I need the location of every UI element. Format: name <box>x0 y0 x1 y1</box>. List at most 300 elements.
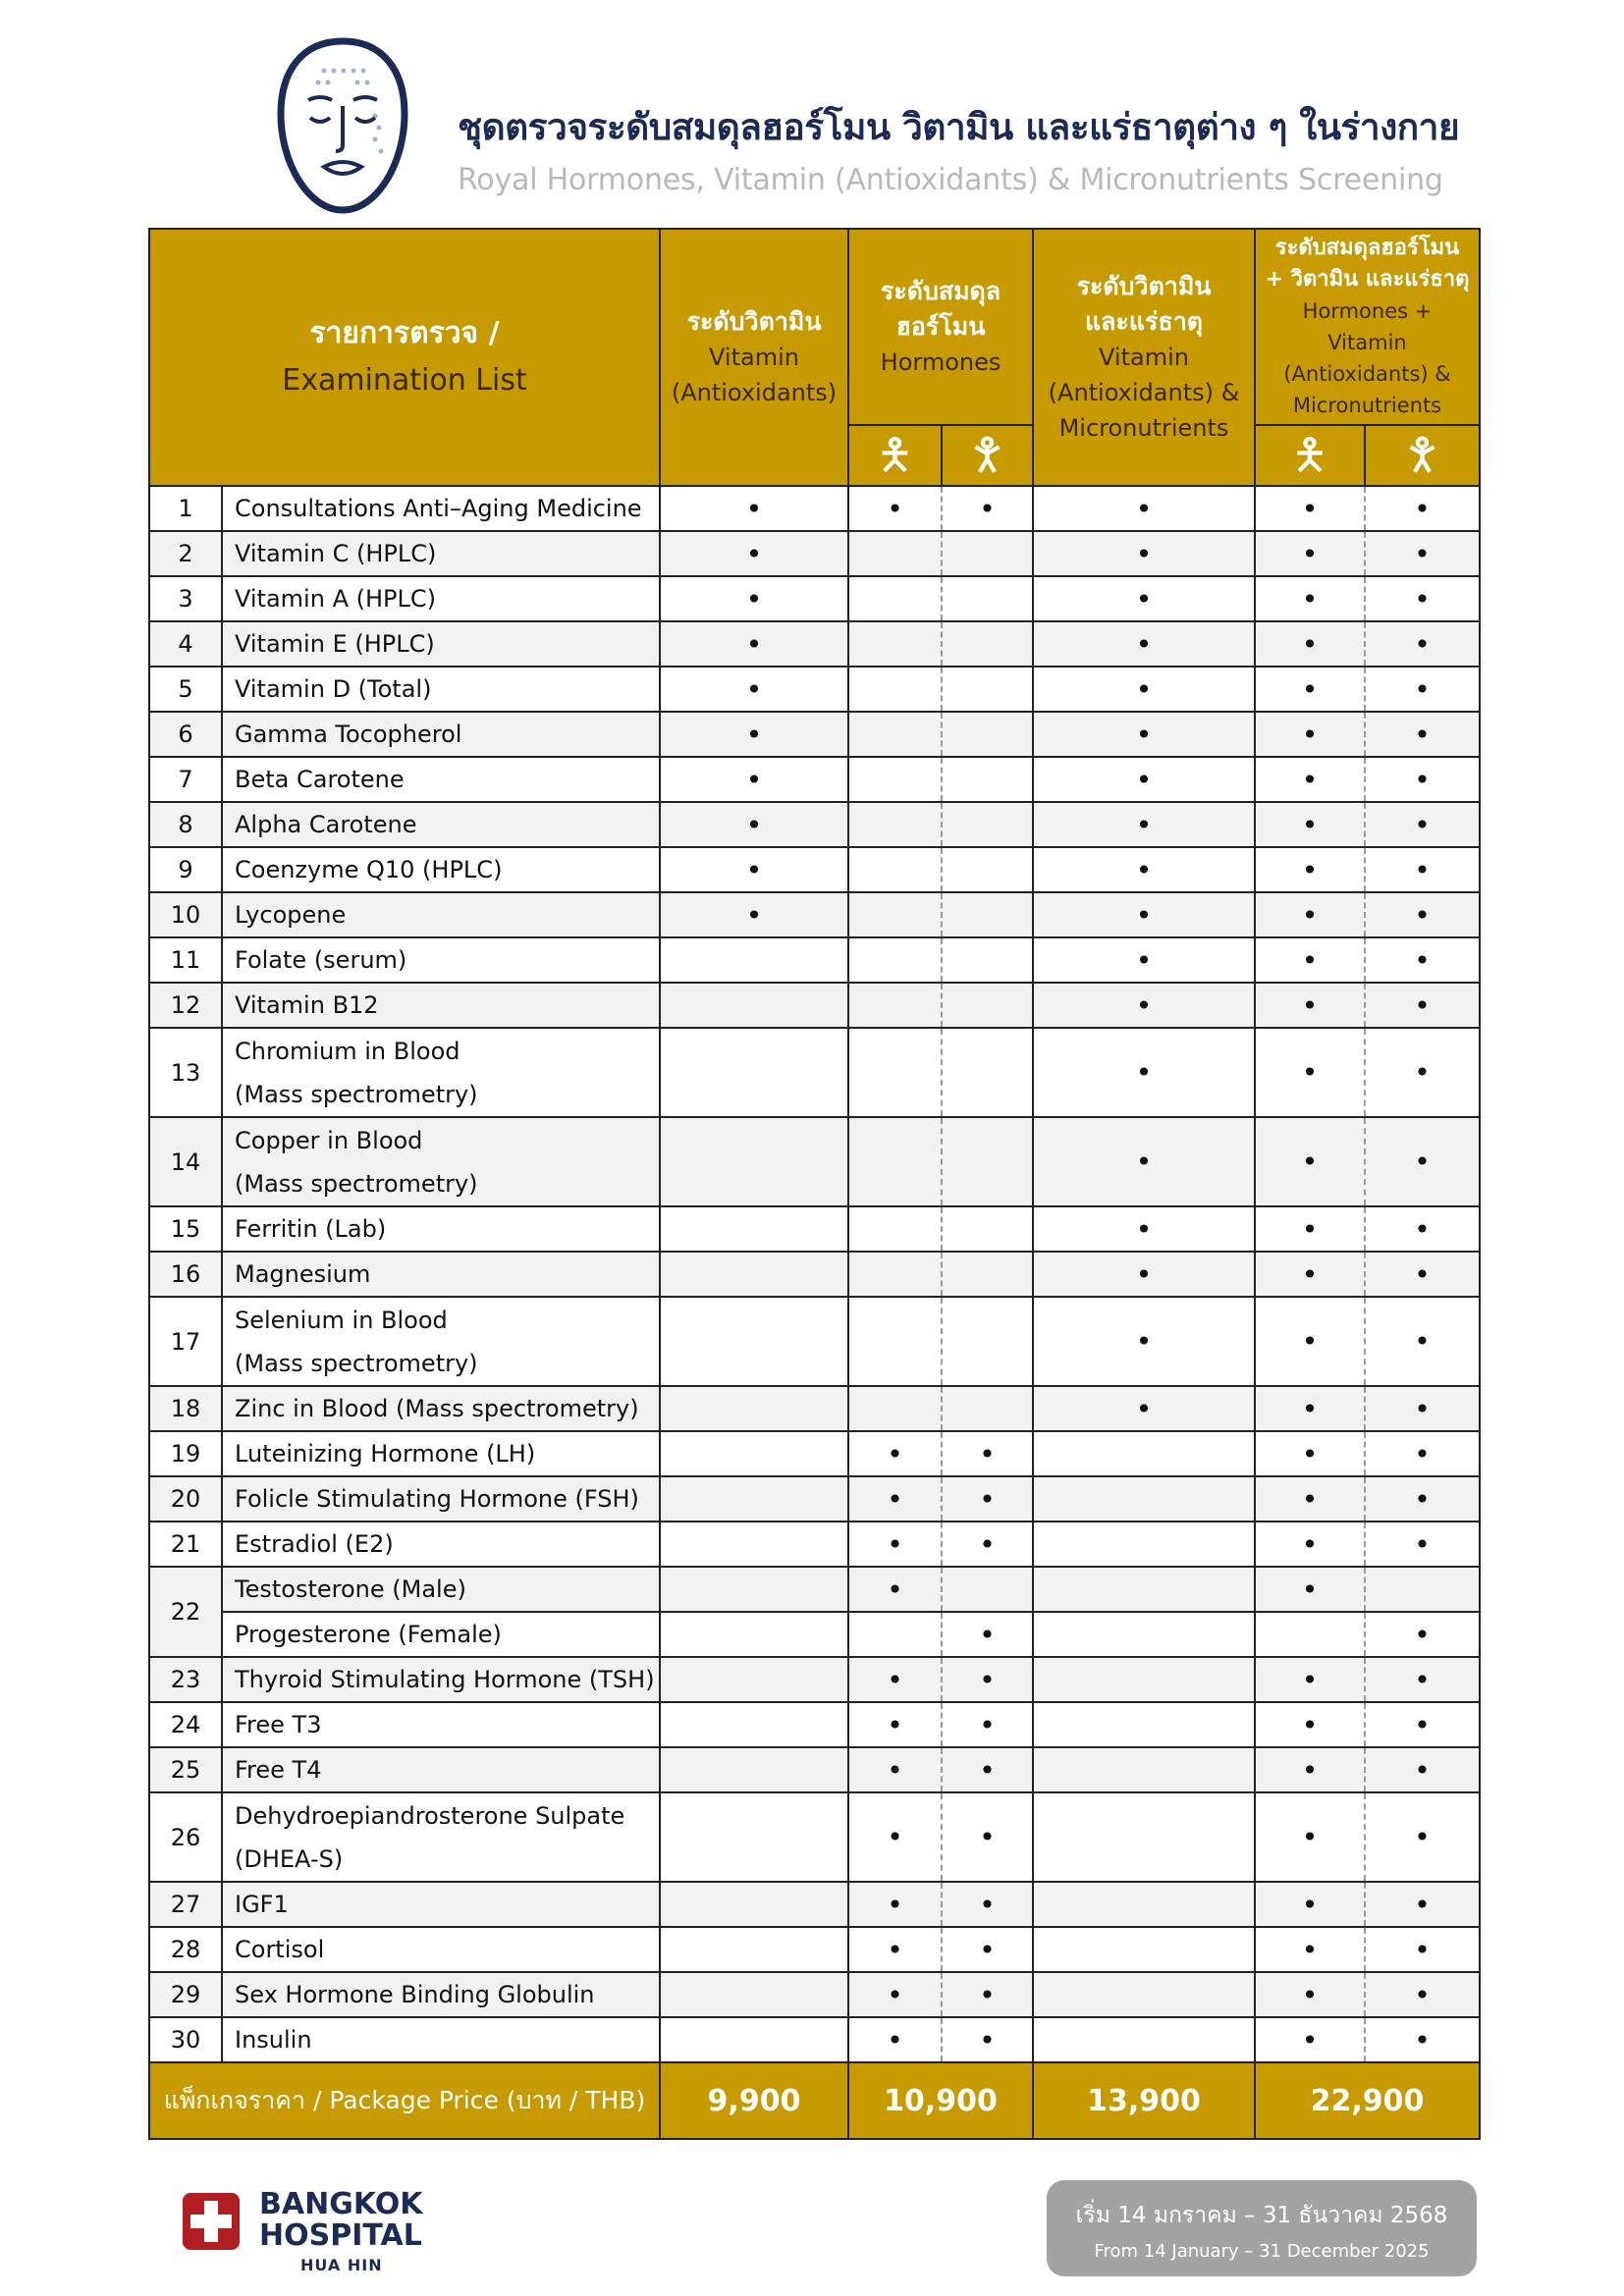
row-number: 20 <box>149 1476 222 1522</box>
exam-name <box>222 847 660 892</box>
exam-name-line2: (Mass spectrometry) <box>235 1349 478 1377</box>
table-row <box>149 667 1480 712</box>
exam-name <box>222 1252 660 1297</box>
mark-vitmin <box>1033 1476 1255 1522</box>
hormones-package-header <box>848 229 1033 425</box>
combined-header-en2: Vitamin <box>1327 331 1407 354</box>
mark-hormones-female <box>942 1252 1033 1297</box>
mark-combined-female <box>1365 1567 1480 1612</box>
female-column-header-combined <box>1365 425 1480 486</box>
examination-list-header-thai: รายการตรวจ / <box>309 316 500 350</box>
combined-header-en1: Hormones + <box>1302 299 1433 323</box>
mark-combined-male: • <box>1255 1972 1365 2017</box>
mark-combined-female: • <box>1365 937 1480 983</box>
vitmin-header-en2: (Antioxidants) & <box>1048 379 1240 406</box>
mark-vitamin: • <box>660 757 848 802</box>
examination-table <box>148 228 1481 2140</box>
table-row <box>149 1297 1480 1386</box>
mark-hormones-male <box>848 1386 942 1431</box>
row-number: 26 <box>149 1792 222 1882</box>
row-number: 24 <box>149 1702 222 1747</box>
mark-vitamin: • <box>660 802 848 847</box>
mark-vitmin: • <box>1033 667 1255 712</box>
mark-vitmin: • <box>1033 1206 1255 1252</box>
mark-combined-female: • <box>1365 576 1480 621</box>
mark-combined-male: • <box>1255 757 1365 802</box>
examination-list-header-english: Examination List <box>282 363 527 398</box>
row-number: 6 <box>149 712 222 757</box>
mark-combined-female: • <box>1365 802 1480 847</box>
mark-hormones-male <box>848 1297 942 1386</box>
mark-combined-female: • <box>1365 486 1480 531</box>
row-number: 14 <box>149 1117 222 1206</box>
row-number: 21 <box>149 1522 222 1567</box>
combined-header-en3: (Antioxidants) & <box>1283 362 1451 386</box>
mark-combined-male: • <box>1255 1386 1365 1431</box>
mark-vitmin <box>1033 1882 1255 1927</box>
exam-name <box>222 1028 660 1117</box>
mark-vitamin: • <box>660 892 848 937</box>
mark-vitamin <box>660 1117 848 1206</box>
exam-name <box>222 1476 660 1522</box>
mark-combined-female: • <box>1365 1028 1480 1117</box>
exam-name-line2: (DHEA-S) <box>235 1844 344 1873</box>
exam-name <box>222 531 660 576</box>
row-number: 18 <box>149 1386 222 1431</box>
mark-vitmin: • <box>1033 576 1255 621</box>
mark-hormones-male: • <box>848 1882 942 1927</box>
table-row <box>149 892 1480 937</box>
exam-name-line1: Thyroid Stimulating Hormone (TSH) <box>235 1666 655 1693</box>
mark-hormones-male: • <box>848 1792 942 1882</box>
exam-name-line1: Vitamin A (HPLC) <box>235 585 436 613</box>
mark-vitmin <box>1033 1612 1255 1657</box>
row-number: 7 <box>149 757 222 802</box>
vitmin-header-thai1: ระดับวิตามิน <box>1076 272 1212 300</box>
mark-hormones-female: • <box>942 1657 1033 1702</box>
mark-vitmin <box>1033 1702 1255 1747</box>
mark-hormones-male <box>848 757 942 802</box>
vitamin-micronutrients-package-header <box>1033 229 1255 486</box>
table-row <box>149 1792 1480 1882</box>
mark-combined-male: • <box>1255 667 1365 712</box>
mark-hormones-female <box>942 531 1033 576</box>
mark-vitamin <box>660 1882 848 1927</box>
mark-vitamin <box>660 983 848 1028</box>
exam-name-line1: Free T4 <box>235 1756 322 1784</box>
exam-name <box>222 757 660 802</box>
mark-vitamin <box>660 1297 848 1386</box>
row-number: 9 <box>149 847 222 892</box>
mark-hormones-female <box>942 1028 1033 1117</box>
mark-hormones-female <box>942 757 1033 802</box>
exam-name: Progesterone (Female) <box>222 1612 660 1657</box>
mark-vitmin: • <box>1033 486 1255 531</box>
exam-name <box>222 1882 660 1927</box>
row-number: 10 <box>149 892 222 937</box>
exam-name-line1: IGF1 <box>235 1891 289 1918</box>
row-number: 11 <box>149 937 222 983</box>
combined-header-thai2: + วิตามิน และแร่ธาตุ <box>1265 267 1470 292</box>
exam-name <box>222 1792 660 1882</box>
mark-combined-male: • <box>1255 1252 1365 1297</box>
mark-hormones-male: • <box>848 1522 942 1567</box>
exam-name <box>222 892 660 937</box>
mark-hormones-male: • <box>848 1747 942 1792</box>
table-row <box>149 983 1480 1028</box>
mark-hormones-female <box>942 667 1033 712</box>
mark-combined-female: • <box>1365 2017 1480 2062</box>
mark-hormones-male <box>848 621 942 667</box>
mark-hormones-female <box>942 621 1033 667</box>
mark-vitamin <box>660 1028 848 1117</box>
mark-hormones-male <box>848 1206 942 1252</box>
mark-combined-female: • <box>1365 1927 1480 1972</box>
bangkok-hospital-logo <box>183 2189 477 2277</box>
row-number: 29 <box>149 1972 222 2017</box>
table-row <box>149 531 1480 576</box>
mark-vitmin: • <box>1033 1297 1255 1386</box>
mark-vitamin <box>660 2017 848 2062</box>
exam-name <box>222 486 660 531</box>
mark-combined-female: • <box>1365 1522 1480 1567</box>
table-row <box>149 757 1480 802</box>
table-row <box>149 1386 1480 1431</box>
mark-combined-male: • <box>1255 1297 1365 1386</box>
exam-name-line1: Chromium in Blood <box>235 1037 460 1065</box>
mark-hormones-female <box>942 1297 1033 1386</box>
mark-vitmin: • <box>1033 847 1255 892</box>
exam-name-line1: Cortisol <box>235 1936 325 1963</box>
exam-name-line1: Selenium in Blood <box>235 1306 448 1334</box>
mark-combined-female: • <box>1365 1297 1480 1386</box>
row-number: 12 <box>149 983 222 1028</box>
exam-name-line1: Alpha Carotene <box>235 811 417 838</box>
mark-hormones-female <box>942 712 1033 757</box>
female-person-icon: 🯆 <box>968 430 1006 480</box>
exam-name-line1: Vitamin D (Total) <box>235 675 432 703</box>
combined-header-en4: Micronutrients <box>1292 394 1442 417</box>
mark-vitamin <box>660 1386 848 1431</box>
exam-name <box>222 983 660 1028</box>
mark-hormones-female: • <box>942 1927 1033 1972</box>
exam-name <box>222 1117 660 1206</box>
mark-hormones-female <box>942 983 1033 1028</box>
mark-hormones-male <box>848 983 942 1028</box>
mark-hormones-male: • <box>848 1431 942 1476</box>
mark-hormones-male: • <box>848 1927 942 1972</box>
combined-header-thai1: ระดับสมดุลฮอร์โมน <box>1274 236 1460 260</box>
exam-name-line1: Folicle Stimulating Hormone (FSH) <box>235 1485 639 1513</box>
mark-hormones-female: • <box>942 1702 1033 1747</box>
exam-name-line1: Luteinizing Hormone (LH) <box>235 1440 536 1468</box>
mark-combined-female: • <box>1365 983 1480 1028</box>
mark-hormones-male <box>848 1117 942 1206</box>
mark-combined-female: • <box>1365 667 1480 712</box>
mark-vitmin <box>1033 1972 1255 2017</box>
exam-name-line1: Ferritin (Lab) <box>235 1215 387 1243</box>
validity-date-thai: เริ่ม 14 มกราคม – 31 ธันวาคม 2568 <box>1075 2203 1448 2228</box>
mark-vitmin <box>1033 1747 1255 1792</box>
logo-name <box>259 2189 422 2252</box>
male-column-header <box>848 425 942 486</box>
exam-name <box>222 1747 660 1792</box>
mark-vitmin <box>1033 1657 1255 1702</box>
mark-hormones-male: • <box>848 2017 942 2062</box>
mark-vitmin: • <box>1033 892 1255 937</box>
mark-vitmin <box>1033 1927 1255 1972</box>
exam-name-line1: Coenzyme Q10 (HPLC) <box>235 856 503 883</box>
mark-vitamin <box>660 1252 848 1297</box>
male-column-header-combined <box>1255 425 1365 486</box>
table-row <box>149 1252 1480 1297</box>
mark-hormones-female <box>942 1206 1033 1252</box>
hormones-header-english: Hormones <box>880 348 1001 376</box>
mark-combined-female: • <box>1365 1882 1480 1927</box>
price-combined: 22,900 <box>1255 2062 1480 2139</box>
mark-hormones-female: • <box>942 1972 1033 2017</box>
mark-combined-male: • <box>1255 983 1365 1028</box>
mark-vitamin: • <box>660 621 848 667</box>
row-number: 13 <box>149 1028 222 1117</box>
mark-combined-male: • <box>1255 531 1365 576</box>
table-row <box>149 847 1480 892</box>
mark-combined-male: • <box>1255 1702 1365 1747</box>
mark-hormones-male <box>848 802 942 847</box>
mark-combined-male: • <box>1255 621 1365 667</box>
mark-hormones-male <box>848 1252 942 1297</box>
row-number: 17 <box>149 1297 222 1386</box>
row-number: 27 <box>149 1882 222 1927</box>
mark-combined-male: • <box>1255 1028 1365 1117</box>
mark-vitmin: • <box>1033 802 1255 847</box>
mark-vitamin <box>660 1657 848 1702</box>
mark-vitamin: • <box>660 486 848 531</box>
table-row <box>149 802 1480 847</box>
price-vitamin-micronutrients: 13,900 <box>1033 2062 1255 2139</box>
mark-hormones-male <box>848 531 942 576</box>
mark-combined-male: • <box>1255 892 1365 937</box>
mark-vitamin: • <box>660 847 848 892</box>
mark-vitmin: • <box>1033 1117 1255 1206</box>
mark-hormones-male <box>848 1612 942 1657</box>
exam-name <box>222 576 660 621</box>
mark-hormones-female <box>942 892 1033 937</box>
mark-vitmin <box>1033 1567 1255 1612</box>
mark-vitmin <box>1033 1792 1255 1882</box>
row-number: 16 <box>149 1252 222 1297</box>
examination-table-body <box>149 486 1480 2062</box>
mark-hormones-male: • <box>848 1702 942 1747</box>
mark-combined-female: • <box>1365 621 1480 667</box>
exam-name-line1: Lycopene <box>235 901 347 929</box>
table-row <box>149 1702 1480 1747</box>
mark-vitamin: • <box>660 531 848 576</box>
mark-vitamin <box>660 1747 848 1792</box>
mark-combined-male: • <box>1255 1747 1365 1792</box>
mark-combined-female: • <box>1365 892 1480 937</box>
vitamin-header-thai: ระดับวิตามิน <box>686 307 822 336</box>
logo-branch: HUA HIN <box>300 2256 383 2274</box>
price-hormones: 10,900 <box>848 2062 1033 2139</box>
mark-vitamin: • <box>660 712 848 757</box>
mark-combined-male: • <box>1255 1117 1365 1206</box>
mark-vitamin <box>660 1206 848 1252</box>
row-number: 8 <box>149 802 222 847</box>
table-row <box>149 1747 1480 1792</box>
mark-hormones-female: • <box>942 1882 1033 1927</box>
mark-hormones-male <box>848 937 942 983</box>
exam-name-line1: Vitamin E (HPLC) <box>235 630 435 658</box>
female-column-header <box>942 425 1033 486</box>
exam-name <box>222 667 660 712</box>
table-row <box>149 1028 1480 1117</box>
exam-name-line1: Sex Hormone Binding Globulin <box>235 1981 595 2008</box>
exam-name <box>222 2017 660 2062</box>
exam-name-line1: Gamma Tocopherol <box>235 721 462 748</box>
exam-name <box>222 1927 660 1972</box>
mark-hormones-male: • <box>848 1657 942 1702</box>
exam-name <box>222 1386 660 1431</box>
table-row <box>149 1882 1480 1927</box>
mark-vitmin: • <box>1033 937 1255 983</box>
mark-combined-male: • <box>1255 1657 1365 1702</box>
mark-hormones-female: • <box>942 486 1033 531</box>
exam-name <box>222 802 660 847</box>
mark-vitmin: • <box>1033 1386 1255 1431</box>
exam-name <box>222 1702 660 1747</box>
mark-hormones-female: • <box>942 2017 1033 2062</box>
exam-name-line1: Vitamin B12 <box>235 991 379 1019</box>
mark-combined-male: • <box>1255 1567 1365 1612</box>
logo-line2: HOSPITAL <box>259 2218 422 2253</box>
mark-combined-female: • <box>1365 1972 1480 2017</box>
mark-combined-female: • <box>1365 1431 1480 1476</box>
table-row <box>149 621 1480 667</box>
price-vitamin: 9,900 <box>660 2062 848 2139</box>
exam-name-line1: Free T3 <box>235 1711 322 1738</box>
mark-hormones-female <box>942 1567 1033 1612</box>
mark-combined-male: • <box>1255 1431 1365 1476</box>
mark-combined-female: • <box>1365 1702 1480 1747</box>
vitmin-header-thai2: และแร่ธาตุ <box>1085 307 1203 336</box>
mark-vitamin <box>660 1927 848 1972</box>
mark-vitamin <box>660 937 848 983</box>
mark-combined-male: • <box>1255 1792 1365 1882</box>
table-row <box>149 1522 1480 1567</box>
mark-vitamin <box>660 1612 848 1657</box>
mark-hormones-male: • <box>848 486 942 531</box>
mark-combined-male: • <box>1255 847 1365 892</box>
mark-vitmin: • <box>1033 757 1255 802</box>
mark-vitamin <box>660 1476 848 1522</box>
exam-name-line1: Folate (serum) <box>235 946 407 974</box>
mark-combined-male: • <box>1255 802 1365 847</box>
mark-combined-female: • <box>1365 1612 1480 1657</box>
row-number: 2 <box>149 531 222 576</box>
vitamin-header-en2: (Antioxidants) <box>671 379 838 406</box>
row-number: 19 <box>149 1431 222 1476</box>
table-row <box>149 937 1480 983</box>
validity-date-box <box>1047 2180 1477 2276</box>
mark-combined-male: • <box>1255 712 1365 757</box>
exam-name <box>222 1297 660 1386</box>
row-number: 1 <box>149 486 222 531</box>
row-number: 4 <box>149 621 222 667</box>
table-row <box>149 1927 1480 1972</box>
mark-hormones-male <box>848 1028 942 1117</box>
table-row <box>149 1657 1480 1702</box>
mark-combined-female: • <box>1365 1747 1480 1792</box>
mark-combined-male: • <box>1255 576 1365 621</box>
hormones-header-thai1: ระดับสมดุล <box>880 277 1001 305</box>
male-person-icon: 🯅 <box>876 430 914 480</box>
exam-name-line1: Insulin <box>235 2026 312 2054</box>
exam-name-line2: (Mass spectrometry) <box>235 1169 478 1198</box>
row-number: 25 <box>149 1747 222 1792</box>
row-number: 30 <box>149 2017 222 2062</box>
exam-name-line1: Beta Carotene <box>235 766 405 793</box>
table-row <box>149 712 1480 757</box>
mark-combined-female: • <box>1365 757 1480 802</box>
page-title-thai: ชุดตรวจระดับสมดุลฮอร์โมน วิตามิน และแร่ธาตุต่าง ๆ ในร่างกาย <box>458 106 1460 148</box>
table-row <box>149 1431 1480 1476</box>
vitmin-header-en3: Micronutrients <box>1058 414 1229 442</box>
mark-vitmin: • <box>1033 712 1255 757</box>
mark-hormones-female <box>942 1117 1033 1206</box>
mark-combined-male: • <box>1255 937 1365 983</box>
mark-hormones-female: • <box>942 1612 1033 1657</box>
exam-name-line2: (Mass spectrometry) <box>235 1080 478 1108</box>
mark-vitmin <box>1033 1522 1255 1567</box>
table-row <box>149 1972 1480 2017</box>
mark-hormones-female: • <box>942 1522 1033 1567</box>
mark-vitamin: • <box>660 576 848 621</box>
row-number: 15 <box>149 1206 222 1252</box>
table-row <box>149 1476 1480 1522</box>
mark-hormones-male <box>848 576 942 621</box>
mark-vitmin: • <box>1033 531 1255 576</box>
mark-hormones-female: • <box>942 1792 1033 1882</box>
mark-combined-female: • <box>1365 1792 1480 1882</box>
mark-combined-female: • <box>1365 1252 1480 1297</box>
female-person-icon: 🯆 <box>1403 430 1441 480</box>
logo-line1: BANGKOK <box>259 2187 423 2221</box>
page-title-english: Royal Hormones, Vitamin (Antioxidants) & Micronutrients Screening <box>458 163 1443 197</box>
mark-hormones-female <box>942 937 1033 983</box>
package-price-label: แพ็กเกจราคา / Package Price (บาท / THB) <box>149 2062 660 2139</box>
combined-package-header <box>1255 229 1480 425</box>
mark-combined-male: • <box>1255 1476 1365 1522</box>
mark-hormones-female <box>942 1386 1033 1431</box>
mark-hormones-male: • <box>848 1567 942 1612</box>
table-row <box>149 1612 1480 1657</box>
vitamin-header-en1: Vitamin <box>709 344 799 371</box>
vitmin-header-en1: Vitamin <box>1099 344 1189 371</box>
mark-vitamin <box>660 1567 848 1612</box>
row-number: 3 <box>149 576 222 621</box>
mark-vitmin <box>1033 2017 1255 2062</box>
mark-vitmin: • <box>1033 1252 1255 1297</box>
table-row <box>149 486 1480 531</box>
table-row <box>149 1567 1480 1612</box>
mark-hormones-female <box>942 576 1033 621</box>
row-number: 23 <box>149 1657 222 1702</box>
mark-combined-female: • <box>1365 1117 1480 1206</box>
mark-hormones-male: • <box>848 1972 942 2017</box>
exam-name-line1: Dehydroepiandrosterone Sulpate <box>235 1801 625 1830</box>
table-row <box>149 2017 1480 2062</box>
